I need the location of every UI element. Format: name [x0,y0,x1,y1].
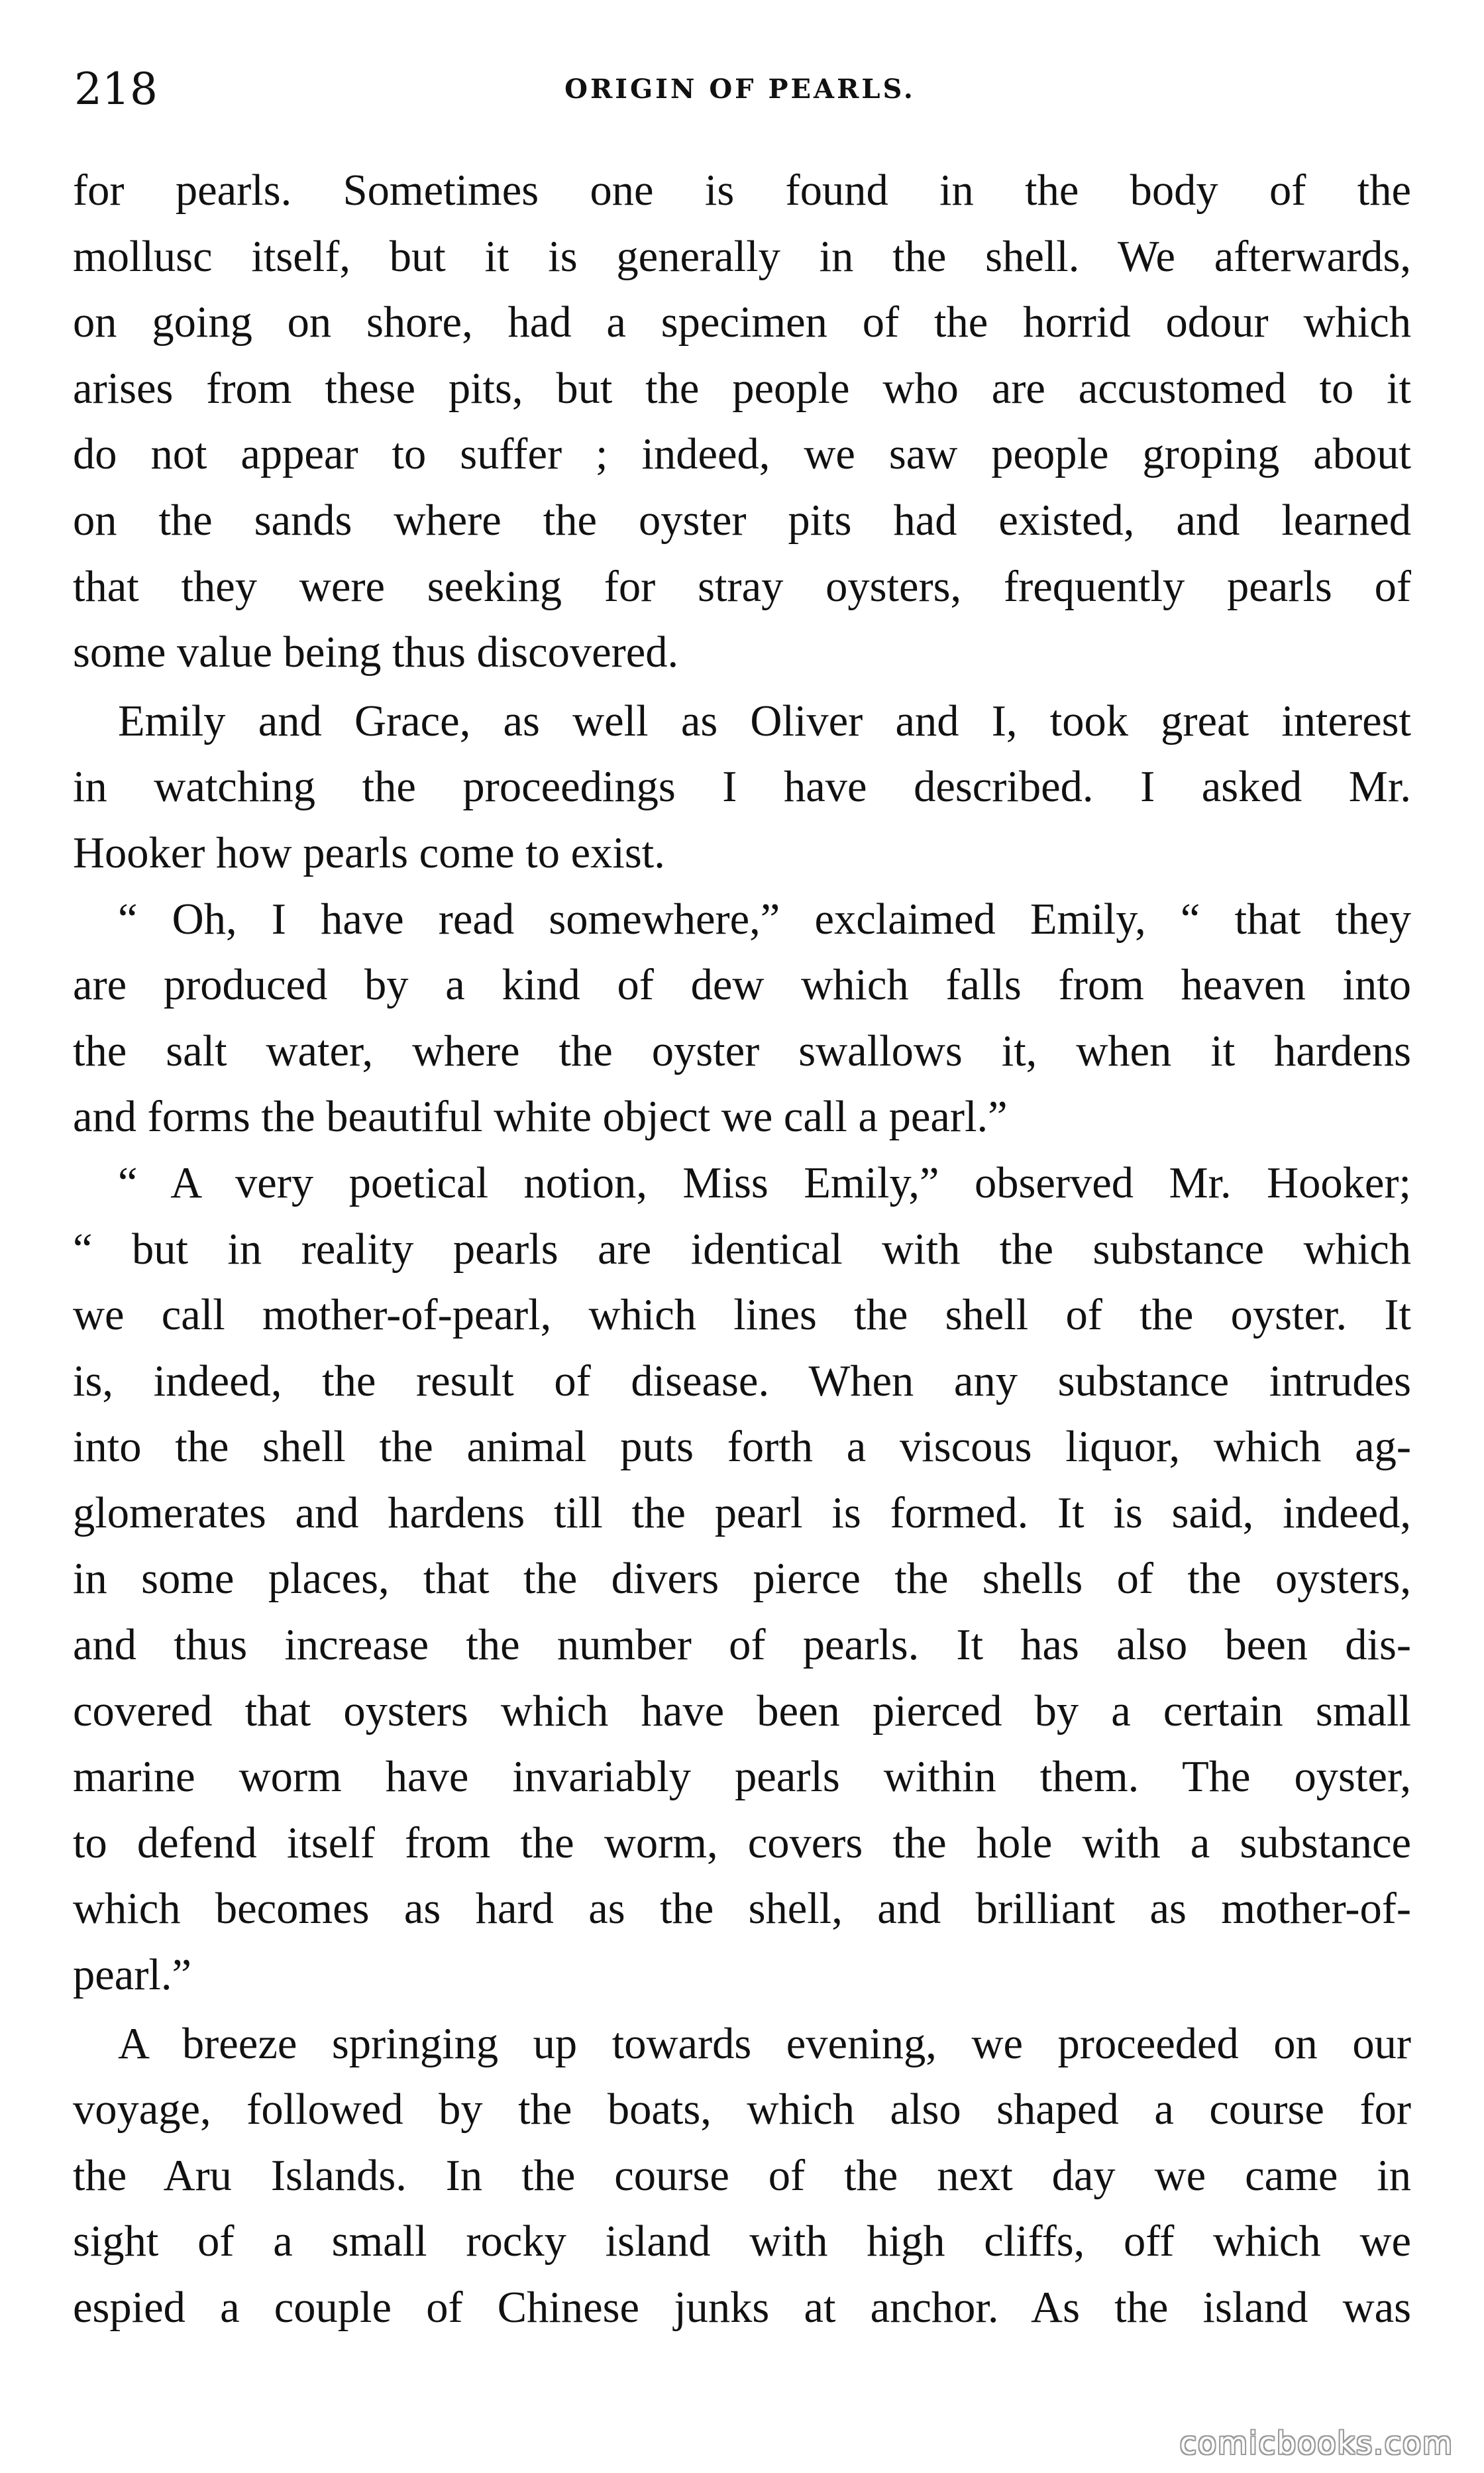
text-line: A breeze springing up towards evening, we proceeded on our [118,2019,1411,2068]
text-line: that they were seeking for stray oysters, frequently pearls of [73,562,1411,611]
text-line: the salt water, where the oyster swallows it, when it hardens [73,1026,1411,1075]
text-line: in some places, that the divers pierce the shells of the oysters, [73,1555,1411,1604]
text-line: on going on shore, had a specimen of the horrid odour which [73,298,1411,347]
text-line: arises from these pits, but the people who are accustomed to it [73,364,1411,413]
watermark: comicbooks.com [1179,2425,1454,2461]
text-line: marine worm have invariably pearls within them. The oyster, [73,1753,1411,1802]
text-line: are produced by a kind of dew which falls from heaven into [73,961,1411,1010]
text-line: pearl.” [73,1951,192,2000]
text-line: glomerates and hardens till the pearl is formed. It is said, indeed, [73,1488,1411,1537]
text-line: we call mother-of-pearl, which lines the shell of the oyster. It [73,1291,1411,1340]
text-line: sight of a small rocky island with high cliffs, off which we [73,2217,1411,2266]
text-line: into the shell the animal puts forth a viscous liquor, which ag- [73,1423,1411,1472]
text-line: Hooker how pearls come to exist. [73,828,665,877]
text-line: voyage, followed by the boats, which also shaped a course for [73,2085,1411,2134]
text-line: for pearls. Sometimes one is found in the body of the [73,166,1411,215]
text-line: on the sands where the oyster pits had existed, and learned [73,496,1411,545]
text-line: is, indeed, the result of disease. When any substance intrudes [73,1356,1411,1405]
text-line: some value being thus discovered. [73,628,679,677]
text-line: and thus increase the number of pearls. It has also been dis- [73,1621,1411,1670]
text-line: to defend itself from the worm, covers the hole with a substance [73,1818,1411,1867]
page-number: 218 [74,64,158,115]
text-line: “ Oh, I have read somewhere,” exclaimed Emily, “ that they [118,895,1411,944]
text-line: the Aru Islands. In the course of the next day we came in [73,2151,1411,2200]
running-title: ORIGIN OF PEARLS. [564,74,916,105]
page-header [74,53,1406,126]
text-line: “ A very poetical notion, Miss Emily,” observed Mr. Hooker; [118,1158,1411,1207]
text-line: and forms the beautiful white object we call a pearl.” [73,1093,1008,1142]
text-line: “ but in reality pearls are identical with the substance which [73,1225,1411,1274]
text-line: do not appear to suffer ; indeed, we saw people groping about [73,430,1411,479]
text-line: Emily and Grace, as well as Oliver and I, took great interest [118,696,1411,745]
text-line: in watching the proceedings I have described. I asked Mr. [73,763,1411,812]
body-text [73,158,1411,2341]
text-line: covered that oysters which have been pierced by a certain small [73,1686,1411,1735]
text-line: espied a couple of Chinese junks at anchor. As the island was [73,2283,1411,2332]
text-line: mollusc itself, but it is generally in the shell. We afterwards, [73,232,1411,281]
text-line: which becomes as hard as the shell, and brilliant as mother-of- [73,1885,1411,1934]
